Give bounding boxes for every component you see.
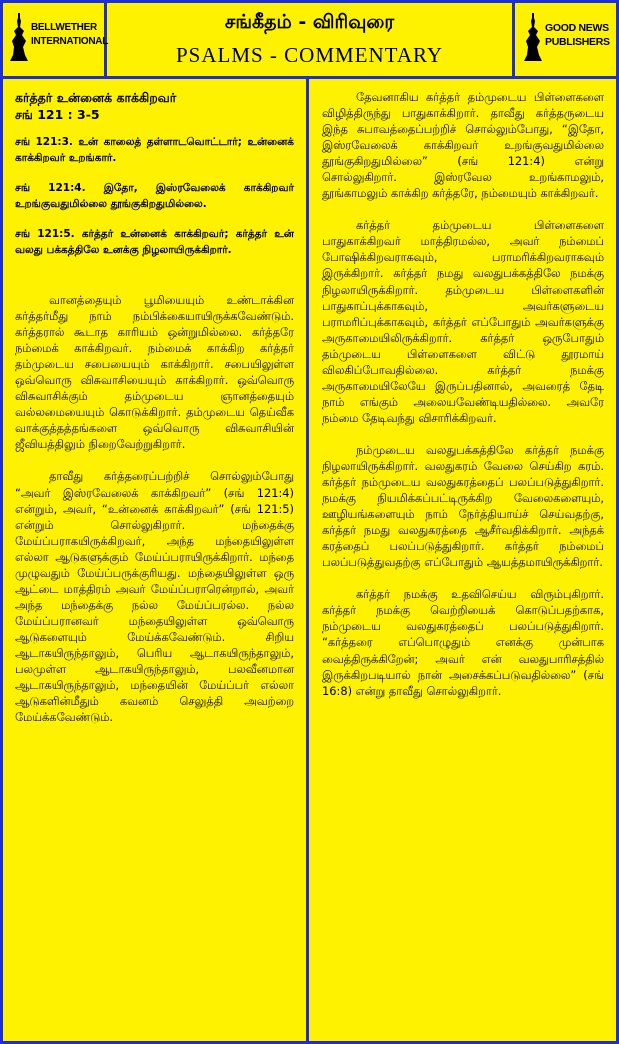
commentary-paragraph: தேவனாகிய கர்த்தர் தம்முடைய பிள்ளைகளை விழித்திருந்து பாதுகாக்கிறார். தாவீது கர்த்தருடைய இந்த சுபாவத்தைப்பற்றிச் சொல்லும்போது, “இதோ, இஸ்ரவேலைக் காக்கிறவர் உறங்குவதுமில்லை தூங்குகிறதுமில்லை” (சங் 121:4) என்று சொல்லுகிறார். இஸ்ரவேல உறங்காமலும், தூங்காமலும் காக்கிற கர்த்தரே, நம்மையும் காக்கிறவர்.: [322, 90, 604, 201]
verse-text: சங் 121:5. கர்த்தர் உன்னைக் காக்கிறவர்; கர்த்தர் உன் வலது பக்கத்திலே உனக்கு நிழலாயிருக்கிறார்.: [15, 228, 294, 256]
commentary-paragraph: வானத்தையும் பூமியையும் உண்டாக்கின கர்த்தர்மீது நாம் நம்பிக்கையாயிருக்கவேண்டும். கர்த்தரால் கூடாத காரியம் ஒன்றுமில்லை. கர்த்தரே நம்மைக் காக்கிறவர். நம்மைக் காக்கிற கர்த்தர் தம்முடைய சபையையும் காக்கிறார். சபையிலுள்ள ஒவ்வொரு விசுவாசியையும் காக்கிறார். ஒவ்வொரு விசுவாசிக்கும் தம்முடைய ஞானத்தையும் வல்லமையையும் கொடுக்கிறார். தம்முடைய தெய்வீக வாக்குத்தத்தங்களை ஒவ்வொரு விசுவாசியின் ஜீவியத்திலும் நிறைவேற்றுகிறார்.: [15, 293, 294, 452]
title-tamil: சங்கீதம் - விரிவுரை: [224, 11, 395, 33]
good-news-sheep-icon: [522, 13, 544, 63]
left-column: [3, 79, 306, 1041]
bellwether-logo-text: BELLWETHER INTERNATIONAL: [31, 22, 109, 47]
good-news-logo: [512, 3, 616, 76]
commentary-paragraph: கர்த்தர் தம்முடைய பிள்ளைகளை பாதுகாக்கிறவர் மாத்திரமல்ல, அவர் நம்மைப் போஷிக்கிறவராகவும், பராமரிக்கிறவராகவும் இருக்கிறார். கர்த்தர் நமது வலதுபக்கத்திலே நமக்கு நிழலாயிருக்கிறார். தம்முடைய பிள்ளைகளின் பாதுகாப்புக்காகவும், அவர்களுடைய பராமரிப்புக்காகவும், கர்த்தர் எப்போதும் அவர்களுக்கு அருகாமையிலிருக்கிறார். கர்த்தர் ஒருபோதும் தம்முடைய பிள்ளைகளை விட்டு தூரமாய் விலகிப்போவதில்லை. கர்த்தர் நமக்கு அருகாமையிலேயே இருப்பதினால், அவரைத் தேடி நாம் எங்கும் அலையவேண்டியதில்லை. அவரே நம்மை தேடிவந்து விசாரிக்கிறவர்.: [322, 218, 604, 425]
right-column: [309, 79, 616, 1041]
commentary-paragraph: தாவீது கர்த்தரைப்பற்றிச் சொல்லும்போது “அவர் இஸ்ரவேலைக் காக்கிறவர்” (சங் 121:4) என்றும், அவர், “உன்னைக் காக்கிறவர்” (சங் 121:5) என்றும் சொல்லுகிறார். மந்தைக்கு மேய்ப்பராகயிருக்கிறவர், அந்த மந்தையிலுள்ள எல்லா ஆடுகளுக்கும் மேய்ப்பராயிருக்கிறார். மந்தை முழுவதும் மேய்ப்பருக்குரியது. மந்தையிலுள்ள ஒரு ஆட்டை மாத்திரம் அவர் மேய்ப்பராரென்றால், அவர் அந்த மந்தைக்கு நல்ல மேய்ப்பரல்ல. நல்ல மேய்ப்பரானவர் மந்தையிலுள்ள ஒவ்வொரு ஆடுகளையும் மேய்க்கவேண்டும். சிறிய ஆடாகயிருந்தாலும், பெரிய ஆடாகயிருந்தாலும், பலமுள்ள ஆடாகயிருந்தாலும், பலவீனமான ஆடாகயிருந்தாலும், மந்தையின் மேய்ப்பர் எல்லா ஆடுகளின்மீதும் கவனம் செலுத்தி அவற்றை மேய்க்கவேண்டும்.: [15, 469, 294, 725]
commentary-paragraph: கர்த்தர் நமக்கு உதவிசெய்ய விரும்புகிறார். கர்த்தர் நமக்கு வெற்றியைக் கொடுப்பதற்காக, நம்முடைய வலதுகரத்தைப் பலப்படுத்துகிறார். “கர்த்தரை எப்பொழுதும் எனக்கு முன்பாக வைத்திருக்கிறேன்; அவர் என் வலதுபாரிசத்தில் இருக்கிறபடியால் நான் அசைக்கப்படுவதில்லை” (சங் 16:8) என்று தாவீது சொல்லுகிறார்.: [322, 587, 604, 698]
good-news-logo-text: GOOD NEWS PUBLISHERS: [545, 22, 610, 48]
title-english: PSALMS - COMMENTARY: [175, 43, 444, 67]
title-area: [110, 3, 509, 76]
section-title: [15, 89, 294, 123]
section-title-line: கர்த்தர் உன்னைக் காக்கிறவர்: [15, 90, 177, 105]
header: [3, 3, 616, 76]
verse-text: சங் 121:4. இதோ, இஸ்ரவேலைக் காக்கிறவர் உறங்குவதுமில்லை தூங்குகிறதுமில்லை.: [15, 182, 294, 210]
verse-text: சங் 121:3. உன் காலைத் தள்ளாடவொட்டார்; உன்னைக் காக்கிறவர் உறங்கார்.: [15, 136, 294, 164]
scripture-reference: சங் 121 : 3-5: [15, 107, 100, 122]
bellwether-sheep-icon: [8, 13, 30, 63]
bellwether-logo: [3, 3, 107, 76]
commentary-paragraph: நம்முடைய வலதுபக்கத்திலே கர்த்தர் நமக்கு நிழலாயிருக்கிறார். வலதுகரம் வேலை செய்கிற கரம். கர்த்தர் நம்முடைய வலதுகரத்தைப் பலப்படுத்துகிறார். நமக்கு நியமிக்கப்பட்டிருக்கிற வேலைகளையும், ஊழியங்களையும் நாம் நேர்த்தியாய்ச் செய்வதற்கு, கர்த்தர் நமது வலதுகரத்தை ஆசீர்வதிக்கிறார். அந்தக் கரத்தைப் பலப்படுத்துகிறார். கர்த்தர் நம்மைப் பலப்படுத்துவதற்கு எப்போதும் ஆயத்தமாயிருக்கிறார்.: [322, 442, 604, 570]
